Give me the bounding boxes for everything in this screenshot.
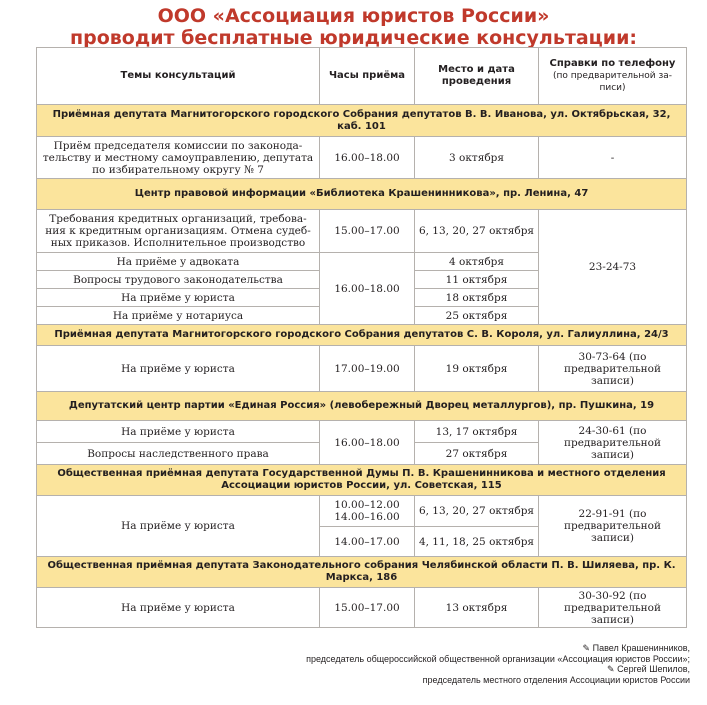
signature-line [306,643,690,654]
title-line-2: проводит бесплатные юридические консультации: [70,27,637,49]
date-cell: 13, 17 октября [415,421,539,443]
date-cell: 11 октября [415,271,539,289]
hours-cell: 16.00–18.00 [320,137,415,179]
hours-cell: 16.00–18.00 [320,253,415,325]
date-cell: 4 октября [415,253,539,271]
author-name: Павел Крашенинников, [592,643,690,653]
table-row [37,421,687,443]
section-title-edinaya-rossiya: Депутатский центр партии «Единая Россия» (левобережный Дворец металлургов), пр. Пушкина, 19 [37,392,687,421]
header-row [37,48,687,105]
header-topics: Темы консультаций [37,48,320,105]
signature-block [306,643,690,685]
table-row [37,210,687,253]
date-cell: 18 октября [415,289,539,307]
topic-cell: На приёме у юриста [37,496,320,557]
table-row [37,588,687,628]
section-header [37,105,687,137]
topic-cell: На приёме у юриста [37,421,320,443]
topic-cell: Вопросы наследственного права [37,443,320,465]
phone-cell: 22-91-91 (по предварительной записи) [539,496,687,557]
phone-cell: 30-73-64 (по предварительной записи) [539,346,687,392]
section-title-shilyaev: Общественная приёмная депутата Законодательного собрания Челябинской области П. В. Шиляева, пр. К. Маркса, 186 [37,557,687,588]
date-cell: 4, 11, 18, 25 октября [415,527,539,557]
signature-line [306,664,690,675]
hours-cell: 15.00–17.00 [320,210,415,253]
section-title-ivanov: Приёмная депутата Магнитогорского городского Собрания депутатов В. В. Иванова, ул. Октябрьская, 32, каб. 101 [37,105,687,137]
section-title-korol: Приёмная депутата Магнитогорского городского Собрания депутатов С. В. Короля, ул. Галиуллина, 24/3 [37,325,687,346]
date-cell: 13 октября [415,588,539,628]
hours-cell: 17.00–19.00 [320,346,415,392]
topic-cell: Вопросы трудового законодательства [37,271,320,289]
author-title: председатель общероссийской общественной организации «Ассоциация юристов России»; [306,653,690,664]
header-phone-label: Справки по телефону [549,58,676,69]
section-header [37,465,687,496]
phone-cell: 24-30-61 (по предварительной записи) [539,421,687,465]
header-phone-note: (по предварительной за-писи) [553,71,672,93]
author-name: Сергей Шепилов, [617,664,690,674]
section-title-krasheninnikov: Общественная приёмная депутата Государственной Думы П. В. Крашенинникова и местного отделения Ассоциации юристов России, ул. Советская, 115 [37,465,687,496]
author-title: председатель местного отделения Ассоциации юристов России [422,674,690,685]
date-cell: 6, 13, 20, 27 октября [415,210,539,253]
topic-cell: На приёме у юриста [37,346,320,392]
table-row [37,346,687,392]
table-row [37,496,687,527]
date-cell: 27 октября [415,443,539,465]
topic-cell: На приёме у юриста [37,289,320,307]
header-phone [539,48,687,105]
date-cell: 3 октября [415,137,539,179]
topic-cell: На приёме у юриста [37,588,320,628]
consultations-table [36,47,687,628]
phone-cell: 30-30-92 (по предварительной записи) [539,588,687,628]
hours-cell: 15.00–17.00 [320,588,415,628]
title-line-1: ООО «Ассоциация юристов России» [157,5,550,27]
phone-cell: - [539,137,687,179]
date-cell: 25 октября [415,307,539,325]
table-row [37,137,687,179]
hours-cell: 14.00–17.00 [320,527,415,557]
section-title-library: Центр правовой информации «Библиотека Крашенинникова», пр. Ленина, 47 [37,179,687,210]
header-place: Место и дата проведения [415,48,539,105]
section-header [37,392,687,421]
phone-cell: 23-24-73 [539,210,687,325]
topic-cell: Требования кредитных организаций, требова-ния к кредитным организациям. Отмена судеб-ных приказов. Исполнительное производство [37,210,320,253]
pen-icon: ✎ [582,643,591,653]
topic-cell: На приёме у адвоката [37,253,320,271]
date-cell: 19 октября [415,346,539,392]
date-cell: 6, 13, 20, 27 октября [415,496,539,527]
topic-cell: На приёме у нотариуса [37,307,320,325]
pen-icon: ✎ [607,664,615,674]
section-header [37,557,687,588]
page-title [0,5,707,49]
topic-cell: Приём председателя комиссии по законода-тельству и местному самоуправлению, депутата по избирательному округу № 7 [37,137,320,179]
hours-cell: 10.00–12.00 14.00–16.00 [320,496,415,527]
header-hours: Часы приёма [320,48,415,105]
section-header [37,325,687,346]
section-header [37,179,687,210]
hours-cell: 16.00–18.00 [320,421,415,465]
